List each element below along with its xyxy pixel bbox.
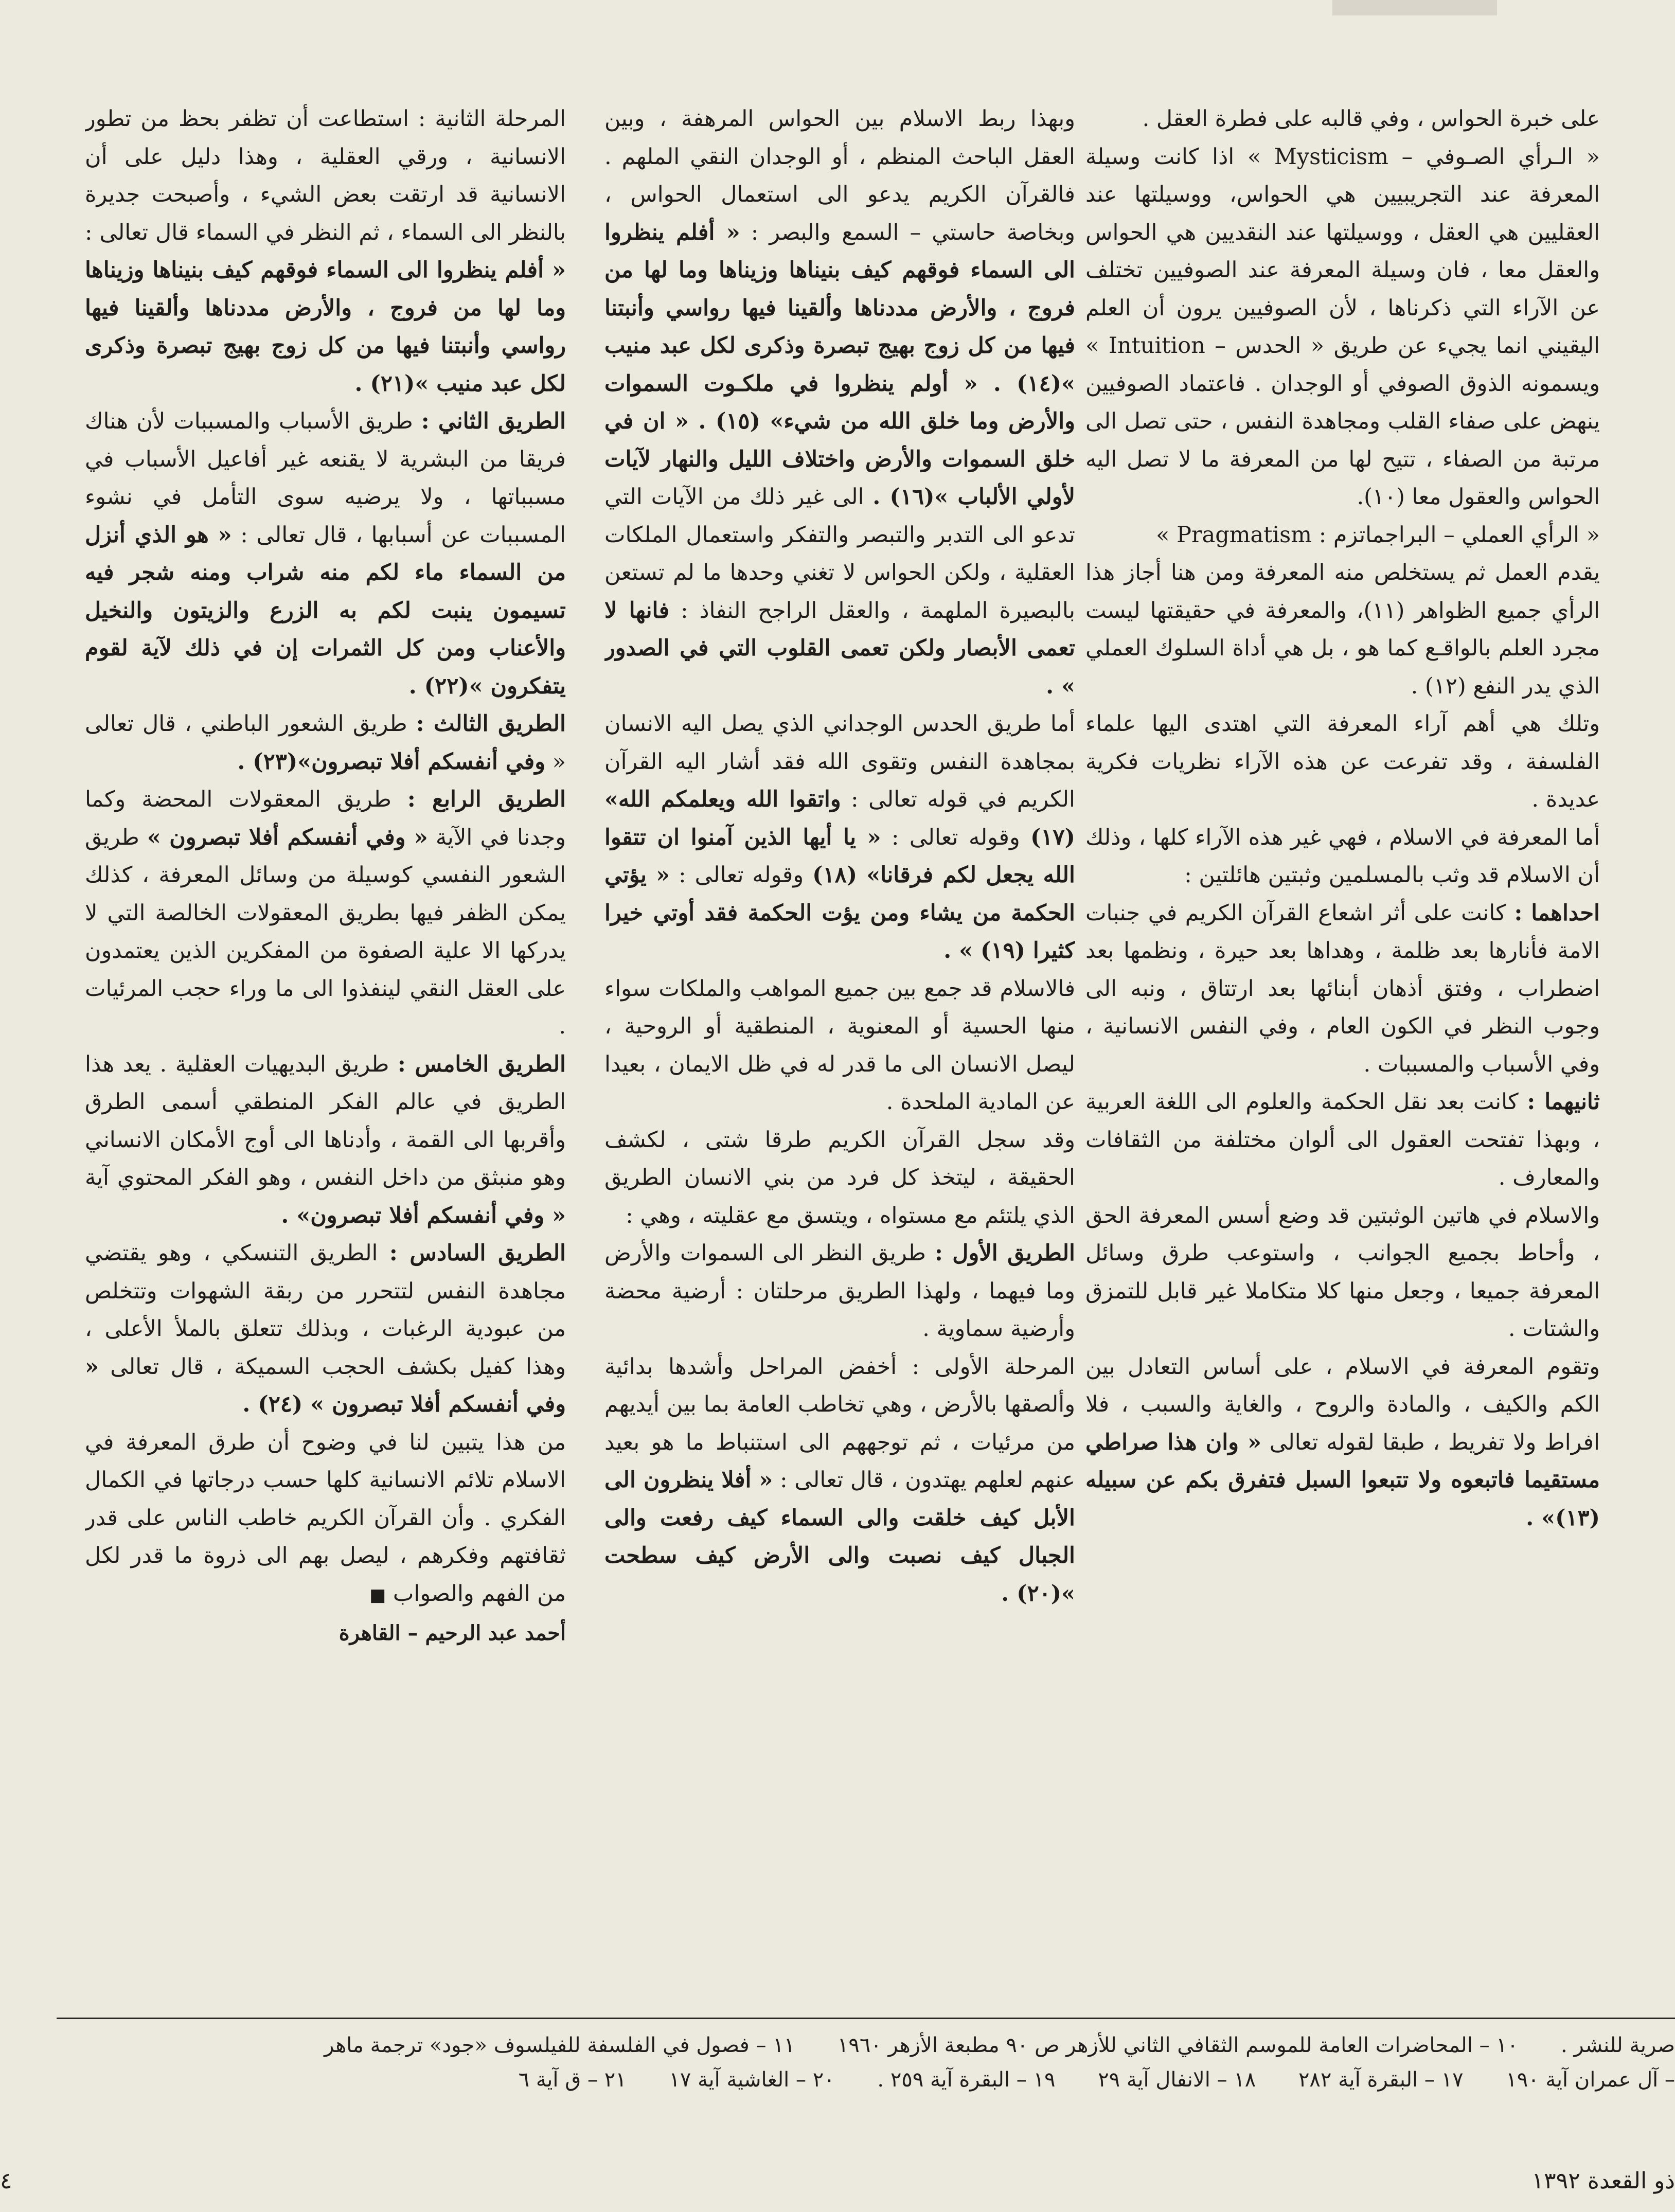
footnote: صرية للنشر . <box>1560 2033 1675 2057</box>
text-run: كانت بعد نقل الحكمة والعلوم الى اللغة العربية ، وبهذا تفتحت العقول الى ألوان مختلفة من الثقافات والمعارف . <box>1085 1089 1600 1190</box>
bold-text: « وان هذا صراطي مستقيما فاتبعوه ولا تتبعوا السبل فتفرق بكم عن سبيله (١٣)» . <box>1085 1429 1600 1531</box>
end-mark-icon: ■ <box>369 1584 386 1606</box>
text-run: فالاسلام قد جمع بين جميع المواهب والملكات سواء منها الحسية أو المعنوية ، المنطقية أو الروحية ، ليصل الانسان الى ما قدر له في ظل الايمان ، بعيدا عن المادية الملحدة . <box>604 975 1075 1115</box>
text-run: أما المعرفة في الاسلام ، فهي غير هذه الآراء كلها ، وذلك أن الاسلام قد وثب بالمسلمين وثبتين هائلتين : <box>1085 824 1600 888</box>
page-number: ٤ <box>0 2168 12 2194</box>
text-run: طريق الأسباب والمسببات لأن هناك فريقا من البشرية لا يقنعه غير أفاعيل الأسباب في مسبباتها ، ولا يرضيه سوى التأمل في نشوء المسببات عن أسبابها ، قال تعالى : <box>85 408 566 548</box>
text-run: كانت على أثر اشعاع القرآن الكريم في جنبات الامة فأنارها بعد ظلمة ، وهداها بعد حيرة ، ونظمها بعد اضطراب ، وفتق أذهان أبنائها بعد ارتتاق ، ونبه الى وجوب النظر في الكون العام ، وفي النفس الانسانية ، وفي الأسباب والمسببات . <box>1085 900 1600 1077</box>
text-run: أما طريق الحدس الوجداني الذي يصل اليه الانسان بمجاهدة النفس وتقوى الله فقد أشار اليه القرآن الكريم في قوله تعالى : <box>604 711 1075 812</box>
text-run: طريق الشعور النفسي كوسيلة من وسائل المعرفة ، كذلك يمكن الظفر فيها بطريق المعقولات الخالصة التي لا يدركها الا علية الصفوة من المفكرين الذين يعتمدون على العقل النقي لينفذوا الى ما وراء حجب المرئيات . <box>85 824 566 1039</box>
text-run: من هذا يتبين لنا في وضوح أن طرق المعرفة في الاسلام تلائم الانسانية كلها حسب درجاتها في الكمال الفكري . وأن القرآن الكريم خاطب الناس على قدر ثقافتهم وفكرهم ، ليصل بهم الى ذروة ما قدر لكل من الفهم والصواب <box>85 1429 566 1607</box>
footnote-divider <box>57 2018 1675 2019</box>
footnote: ٢١ – ق آية ٦ <box>518 2068 627 2092</box>
article-column-middle <box>604 100 1075 1999</box>
paragraph <box>604 100 1075 705</box>
paragraph <box>1085 1348 1600 1538</box>
paragraph <box>85 1046 566 1235</box>
paragraph <box>85 100 566 403</box>
paragraph <box>85 1424 566 1615</box>
text-run: طريق البديهيات العقلية . يعد هذا الطريق في عالم الفكر المنطقي أسمى الطرق وأقربها الى القمة ، وأدناها الى أوج الأمكان الانساني وهو منبثق من داخل النفس ، وهو الفكر المحتوي آية <box>85 1051 566 1190</box>
bold-text: ثانيهما : <box>1527 1089 1600 1115</box>
footnote: ١٧ – البقرة آية ٢٨٢ <box>1298 2068 1464 2092</box>
text-run: طريق الشعور الباطني ، قال تعالى « <box>85 711 566 775</box>
bold-text: الطريق الأول : <box>935 1240 1075 1266</box>
paragraph <box>1085 554 1600 705</box>
bold-text: الطريق الثالث : <box>416 711 566 737</box>
text-run: وتقوم المعرفة في الاسلام ، على أساس التعادل بين الكم والكيف ، والمادة والروح ، والغاية والسبب ، فلا افراط ولا تفريط ، طبقا لقوله تعالى <box>1085 1353 1600 1455</box>
paragraph <box>85 403 566 705</box>
text-run: وقد سجل القرآن الكريم طرقا شتى ، لكشف الحقيقة ، ليتخذ كل فرد من بني الانسان الطريق الذي يلتئم مع مستواه ، ويتسق مع عقليته ، وهي : <box>604 1127 1075 1228</box>
paragraph <box>604 970 1075 1121</box>
footnote: ١٩ – البقرة آية ٢٥٩ . <box>877 2068 1056 2092</box>
footnote: ١٨ – الانفال آية ٢٩ <box>1098 2068 1256 2092</box>
text-run: وتلك هي أهم آراء المعرفة التي اهتدى اليها علماء الفلسفة ، وقد تفرعت عن هذه الآراء نظريات فكرية عديدة . <box>1085 711 1600 812</box>
bold-text: « وفي أنفسكم أفلا تبصرون » (٢٤) . <box>85 1353 566 1417</box>
bold-text: « أفلم ينظروا الى السماء فوقهم كيف بنيناها وزيناها وما لها من فروج ، والأرض مددناها وألقينا فيها رواسي وأنبتنا فيها من كل زوج بهيج تبصرة وذكرى لكل عبد منيب »(٢١) . <box>85 257 566 397</box>
footnote: – آل عمران آية ١٩٠ <box>1506 2068 1675 2092</box>
bold-text: واتقوا الله ويعلمكم الله» (١٧) <box>604 787 1075 850</box>
bold-text: الطريق الخامس : <box>397 1051 566 1077</box>
paragraph <box>85 1235 566 1424</box>
paragraph <box>1085 895 1600 1084</box>
paragraph <box>1085 705 1600 819</box>
bold-text: وفي أنفسكم أفلا تبصرون»(٢٣) . <box>237 748 546 775</box>
paragraph <box>604 1235 1075 1348</box>
bold-text: « أفلم ينظروا الى السماء فوقهم كيف بنيناها وزيناها وما لها من فروج ، والأرض مددناها وألقينا فيها رواسي وأنبتنا فيها من كل زوج بهيج تبصرة وذكرى لكل عبد منيب »(١٤) . « أولم ينظروا في ملكـوت السموات والأرض وما خلق الله من شيء» (١٥) . « ان في خلق السموات والأرض واختلاف الليل والنهار لآيات لأولي الألباب »(١٦) . <box>604 219 1075 510</box>
text-run: طريق النظر الى السموات والأرض وما فيهما ، ولهذا الطريق مرحلتان : أرضية محضة وأرضية سماوية . <box>604 1240 1075 1342</box>
footnote: ٢٠ – الغاشية آية ١٧ <box>669 2068 835 2092</box>
footnotes-line-1 <box>19 2029 1675 2061</box>
text-run: على خبرة الحواس ، وفي قالبه على فطرة العقل . <box>1142 106 1600 132</box>
text-run: الى غير ذلك من الآيات التي تدعو الى التدبر والتبصر والتفكر واستعمال الملكات العقلية ، ولكن الحواس لا تغني وحدها ما لم تستعن بالبصيرة الملهمة ، والعقل الراجح النفاذ : <box>604 484 1075 623</box>
text-run: وقوله تعالى : <box>881 824 1031 850</box>
author-signature: أحمد عبد الرحيم – القاهرة <box>338 1621 566 1645</box>
bold-text: « وفي أنفسكم أفلا تبصرون » <box>147 824 428 850</box>
footnote: ١٠ – المحاضرات العامة للموسم الثقافي الثاني للأزهر ص ٩٠ مطبعة الأزهر ١٩٦٠ <box>837 2033 1519 2057</box>
bold-text: الطريق السادس : <box>389 1240 566 1266</box>
paragraph <box>1085 1083 1600 1197</box>
bold-text: الطريق الثاني : <box>421 408 566 434</box>
text-run: « الرأي العملي – البراجماتزم : Pragmatism » <box>1156 522 1600 548</box>
paragraph <box>1085 138 1600 516</box>
paragraph <box>85 781 566 1046</box>
text-run: المرحلة الأولى : أخفض المراحل وأشدها بدائية وألصقها بالأرض ، وهي تخاطب العامة بما بين أيديهم من مرئيات ، ثم توجههم الى استنباط ما هو بعيد عنهم لعلهم يهتدون ، قال تعالى : <box>604 1353 1075 1493</box>
bold-text: « يؤتي الحكمة من يشاء ومن يؤت الحكمة فقد أوتي خيرا كثيرا (١٩) » . <box>604 862 1075 964</box>
bold-text: « وفي أنفسكم أفلا تبصرون» . <box>281 1202 566 1228</box>
paragraph <box>604 1121 1075 1235</box>
paragraph <box>1085 100 1600 138</box>
paragraph <box>604 705 1075 970</box>
article-column-right <box>1085 100 1600 1999</box>
scan-mark <box>1332 0 1497 15</box>
paragraph <box>1085 819 1600 895</box>
paragraph <box>604 1348 1075 1613</box>
text-run: طريق المعقولات المحضة وكما وجدنا في الآية <box>85 787 566 850</box>
bold-text: « يا أيها الذين آمنوا ان تتقوا الله يجعل لكم فرقانا» (١٨) <box>604 824 1075 888</box>
text-run: المرحلة الثانية : استطاعت أن تظفر بحظ من تطور الانسانية ، ورقي العقلية ، وهذا دليل على أن الانسانية قد ارتقت بعض الشيء ، وأصبحت جديرة بالنظر الى السماء ، ثم النظر في السماء قال تعالى : <box>85 106 566 245</box>
bold-text: الطريق الرابع : <box>407 787 566 812</box>
issue-date: ذو القعدة ١٣٩٢ <box>1531 2168 1675 2194</box>
footnotes-line-2 <box>19 2064 1675 2096</box>
text-run: وقوله تعالى : <box>670 862 813 888</box>
paragraph <box>1085 1197 1600 1348</box>
bold-text: « هو الذي أنزل من السماء ماء لكم منه شراب ومنه شجر فيه تسيمون ينبت لكم به الزرع والزيتون والنخيل والأعناب ومن كل الثمرات إن في ذلك لآية لقوم يتفكرون »(٢٢) . <box>85 522 566 699</box>
text-run: يقدم العمل ثم يستخلص منه المعرفة ومن هنا أجاز هذا الرأي جميع الظواهر (١١)، والمعرفة في حقيقتها ليست مجرد العلم بالواقـع كما هو ، بل هي أداة السلوك العملي الذي يدر النفع (١٢) . <box>1085 560 1600 699</box>
text-run: « الـرأي الصـوفي – Mysticism » اذا كانت وسيلة المعرفة عند التجريبيين هي الحواس، ووسيلتها عند العقليين هي العقل ، ووسيلتها عند النقديين هي الحواس والعقل معا ، فان وسيلة المعرفة عند الصوفيين تختلف عن الآراء التي ذكرناها ، لأن الصوفيين يرون أن العلم اليقيني انما يجيء عن طريق « الحدس – Intuition » ويسمونه الذوق الصوفي أو الوجدان . فاعتماد الصوفيين ينهض على صفاء القلب ومجاهدة النفس ، حتى تصل الى مرتبة من الصفاء ، تتيح لها من المعرفة ما لا تصل اليه الحواس والعقول معا (١٠). <box>1085 144 1600 510</box>
bold-text: احداهما : <box>1514 900 1600 926</box>
bold-text: فانها لا تعمى الأبصار ولكن تعمى القلوب التي في الصدور » . <box>604 597 1075 699</box>
bold-text: « أفلا ينظرون الى الأبل كيف خلقت والى السماء كيف رفعت والى الجبال كيف نصبت والى الأرض كيف سطحت »(٢٠) . <box>604 1467 1075 1607</box>
paragraph <box>85 705 566 781</box>
text-run: وبهذا ربط الاسلام بين الحواس المرهفة ، وبين العقل الباحث المنظم ، أو الوجدان النقي الملهم . فالقرآن الكريم يدعو الى استعمال الحواس ، وبخاصة حاستي – السمع والبصر : <box>604 106 1075 245</box>
article-column-left <box>85 100 566 1999</box>
paragraph <box>1085 516 1600 555</box>
footnote: ١١ – فصول في الفلسفة للفيلسوف «جود» ترجمة ماهر <box>324 2033 795 2057</box>
text-run: الطريق التنسكي ، وهو يقتضي مجاهدة النفس لتتحرر من ربقة الشهوات وتتخلص من عبودية الرغبات ، وبذلك تتعلق بالملأ الأعلى ، وهذا كفيل بكشف الحجب السميكة ، قال تعالى <box>85 1240 566 1380</box>
text-run: والاسلام في هاتين الوثبتين قد وضع أسس المعرفة الحق ، وأحاط بجميع الجوانب ، واستوعب طرق وسائل المعرفة جميعا ، وجعل منها كلا متكاملا غير قابل للتمزق والشتات . <box>1085 1202 1600 1342</box>
